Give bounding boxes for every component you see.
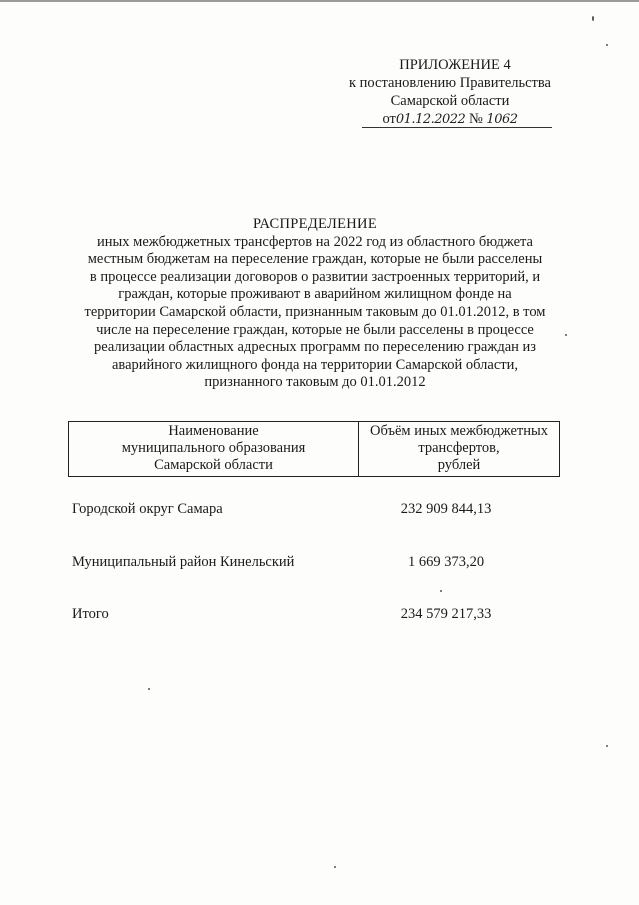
- title-line: признанного таковым до 01.01.2012: [204, 374, 426, 391]
- header-text: рублей: [437, 457, 481, 473]
- appendix-number: ПРИЛОЖЕНИЕ 4: [399, 57, 511, 73]
- column-header-municipality: [69, 422, 359, 477]
- appendix-decree: к постановлению Правительства: [349, 75, 551, 91]
- document-title: [60, 216, 570, 392]
- number-sign: №: [468, 111, 483, 127]
- date-prefix: от: [382, 111, 396, 127]
- scan-speck: [592, 16, 594, 21]
- header-text: муниципального образования: [121, 440, 306, 456]
- title-heading: РАСПРЕДЕЛЕНИЕ: [253, 216, 377, 232]
- total-amount: 234 579 217,33: [400, 606, 492, 622]
- header-text: Наименование: [168, 423, 259, 439]
- title-line: реализации областных адресных программ по переселению граждан из: [93, 339, 537, 356]
- date-underline: [362, 127, 552, 128]
- decree-date-number: [330, 110, 570, 129]
- distribution-table-header: [68, 421, 560, 477]
- title-line: иных межбюджетных трансфертов на 2022 год из областного бюджета: [97, 233, 533, 250]
- scan-speck: [565, 334, 567, 336]
- scan-speck: [606, 745, 608, 747]
- scan-speck: [334, 866, 336, 868]
- title-line: местным бюджетам на переселение граждан, которые не были расселены: [87, 251, 543, 268]
- handwritten-number: 1062: [486, 112, 518, 127]
- title-line: аварийного жилищного фонда на территории Самарской области,: [111, 356, 518, 373]
- transfer-amount: 232 909 844,13: [400, 501, 492, 517]
- appendix-region: Самарской области: [390, 93, 510, 109]
- municipality-name: Городской округ Самара: [72, 501, 223, 517]
- header-text: трансфертов,: [418, 440, 500, 456]
- header-text: Самарской области: [154, 457, 273, 473]
- scan-edge: [0, 0, 639, 2]
- header-text: Объём иных межбюджетных: [369, 423, 548, 439]
- total-label: Итого: [72, 606, 109, 622]
- title-line: граждан, которые проживают в аварийном жилищном фонде на: [118, 286, 512, 303]
- transfer-amount: 1 669 373,20: [407, 554, 485, 570]
- title-line: территории Самарской области, признанным таковым до 01.01.2012, в том: [84, 303, 546, 320]
- title-line: в процессе реализации договоров о развитии застроенных территорий, и: [89, 268, 541, 285]
- scan-speck: [148, 688, 150, 690]
- column-header-amount: [359, 422, 560, 477]
- scan-speck: [606, 44, 608, 46]
- appendix-header: [330, 56, 570, 129]
- municipality-name: Муниципальный район Кинельский: [72, 554, 295, 570]
- scan-speck: [440, 590, 442, 592]
- title-line: числе на переселение граждан, которые не были расселены в процессе: [96, 321, 534, 338]
- table-header-row: [69, 422, 560, 477]
- handwritten-date: 01.12.2022: [395, 112, 466, 127]
